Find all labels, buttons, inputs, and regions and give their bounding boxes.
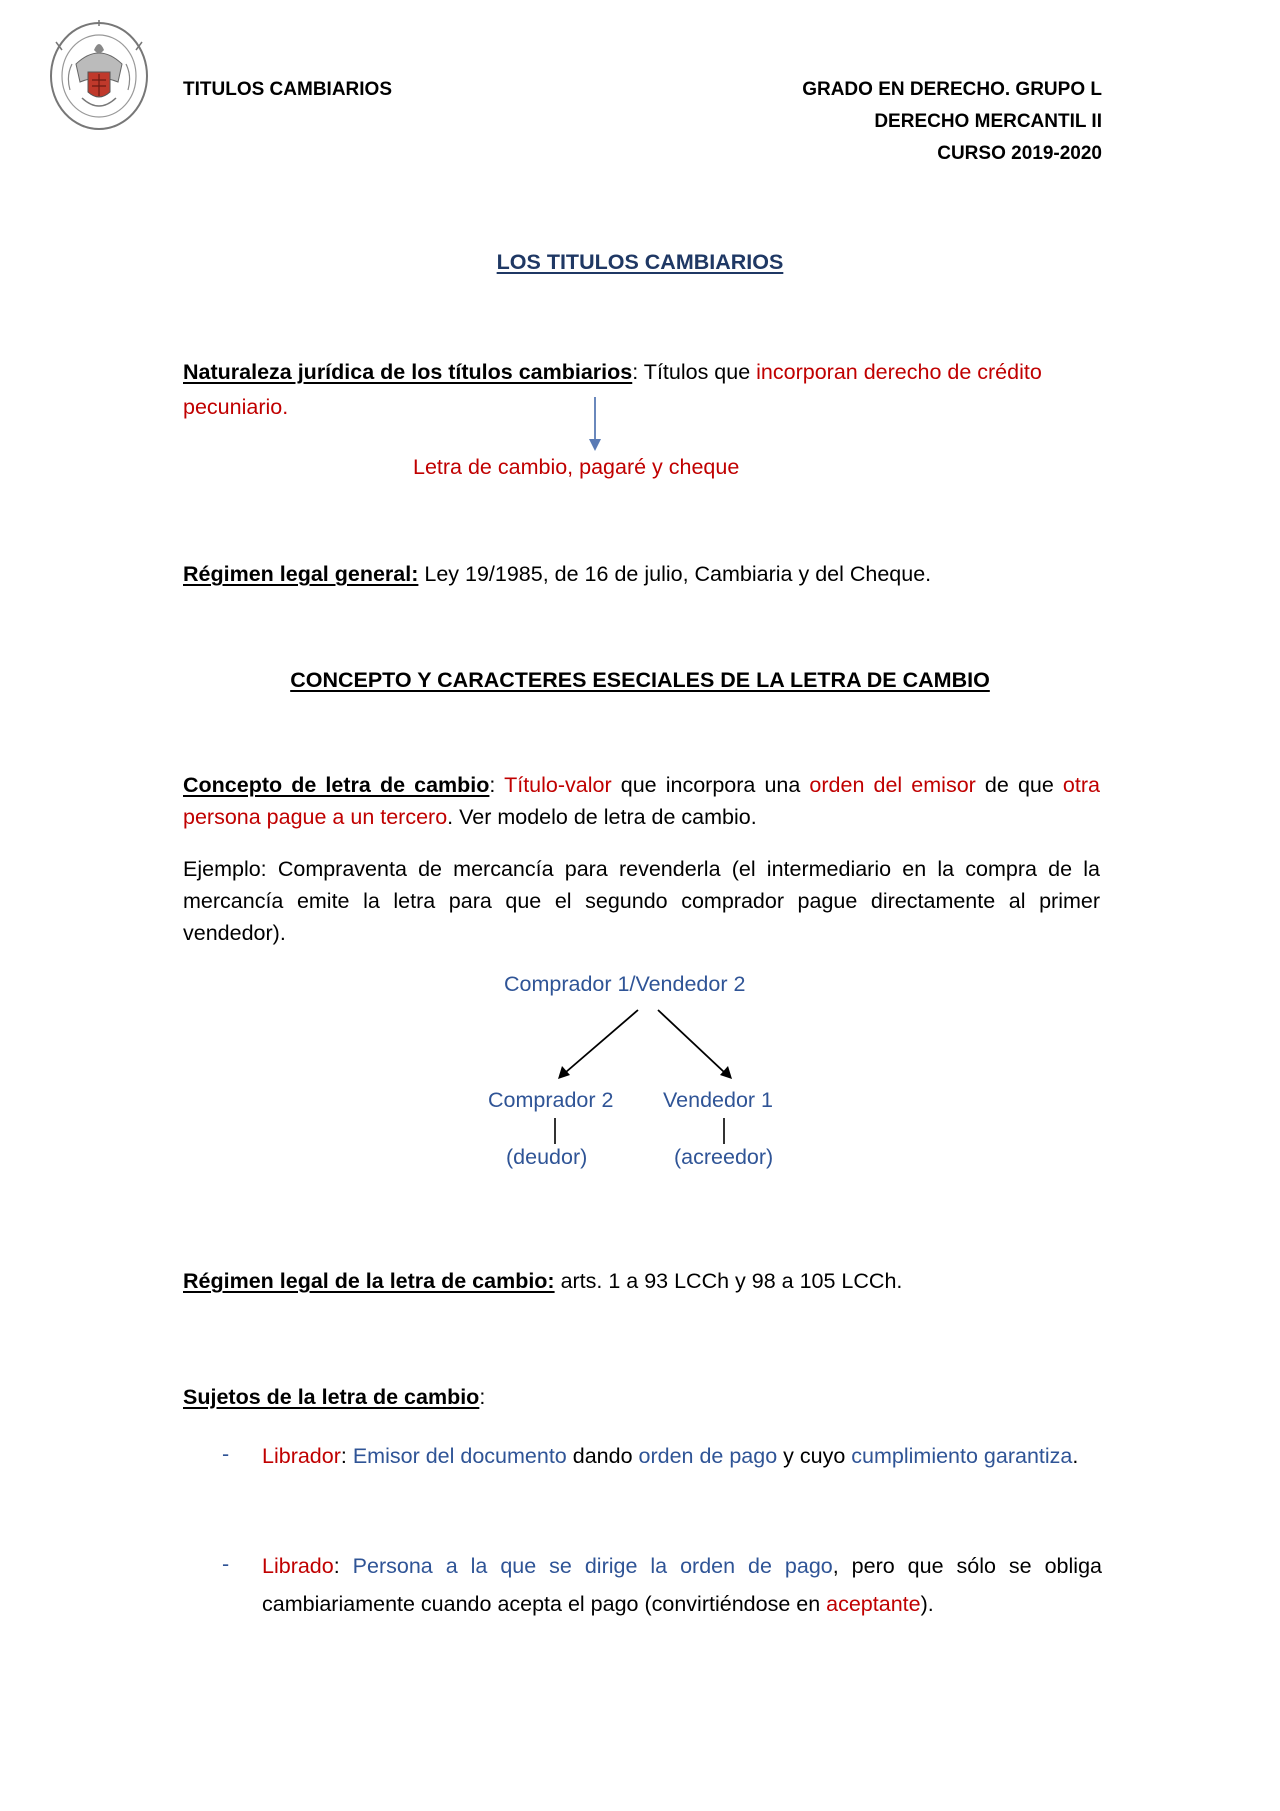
diagram-left-role: (deudor) <box>506 1145 588 1169</box>
concepto-text-4: . Ver modelo de letra de cambio. <box>447 805 757 829</box>
regimen-general-text: Ley 19/1985, de 16 de julio, Cambiaria y del Cheque. <box>418 562 932 586</box>
naturaleza-sep: : Títulos que <box>632 360 757 384</box>
page-title: LOS TITULOS CAMBIARIOS <box>496 250 784 274</box>
university-seal-logo <box>48 20 150 132</box>
list-dash: - <box>222 1442 230 1466</box>
librador-highlight-3: cumplimiento garantiza <box>851 1444 1073 1468</box>
librador-highlight-1: Emisor del documento <box>352 1444 567 1468</box>
diagram-right-label: Vendedor 1 <box>663 1088 773 1112</box>
diagram-top-label: Comprador 1/Vendedor 2 <box>504 972 746 996</box>
section-title: CONCEPTO Y CARACTERES ESECIALES DE LA LETRA DE CAMBIO <box>290 668 990 692</box>
librador-term: Librador <box>262 1444 341 1468</box>
list-dash: - <box>222 1552 230 1576</box>
concepto-text-3: de que <box>975 773 1063 797</box>
header-left: TITULOS CAMBIARIOS <box>183 79 392 100</box>
librador-text-1: dando <box>566 1444 639 1468</box>
librador-highlight-2: orden de pago <box>638 1444 778 1468</box>
concepto-highlight-3: otra persona pague a un tercero <box>183 773 1100 829</box>
sujetos-label: Sujetos de la letra de cambio <box>183 1385 480 1409</box>
header-right-line-2: DERECHO MERCANTIL II <box>874 111 1102 132</box>
librado-text-2: ). <box>920 1591 934 1616</box>
librado-highlight-1: Persona a la que se dirige la orden de pago <box>352 1554 833 1578</box>
concepto-text-2: que incorpora una <box>611 773 810 797</box>
sujetos-colon: : <box>479 1385 486 1409</box>
header-right <box>802 76 1102 172</box>
regimen-general-label: Régimen legal general: <box>183 562 419 586</box>
librador-text-3: . <box>1072 1444 1079 1468</box>
librado-text <box>262 1548 1102 1623</box>
arrow-target-text: Letra de cambio, pagaré y cheque <box>413 455 740 479</box>
header-right-line-1: GRADO EN DERECHO. GRUPO L <box>802 79 1102 100</box>
ejemplo-paragraph: Ejemplo: Compraventa de mercancía para revenderla (el intermediario en la compra de la mercancía emite la letra para que el segundo comprador pague directamente al primer vendedor). <box>183 857 1100 945</box>
naturaleza-label: Naturaleza jurídica de los títulos cambiarios <box>183 360 633 384</box>
parties-diagram <box>470 968 830 1178</box>
header-right-line-3: CURSO 2019-2020 <box>937 143 1102 164</box>
librador-text-2: y cuyo <box>777 1444 852 1468</box>
concepto-text-1: : <box>489 773 505 797</box>
diagram-right-role: (acreedor) <box>674 1145 774 1169</box>
librador-text <box>262 1438 1102 1476</box>
concepto-paragraph <box>183 769 1100 833</box>
librado-highlight-2: aceptante <box>826 1591 921 1616</box>
librado-term: Librado <box>262 1554 334 1578</box>
concepto-highlight-1: Título-valor <box>504 773 612 797</box>
librado-text-1: , pero que sólo se obliga cambiariamente cuando acepta el pago (convirtiéndose en <box>262 1554 1102 1616</box>
diagram-left-label: Comprador 2 <box>488 1088 614 1112</box>
naturaleza-paragraph <box>183 355 1100 425</box>
regimen-letra-label: Régimen legal de la letra de cambio: <box>183 1269 555 1293</box>
concepto-highlight-2: orden del emisor <box>809 773 976 797</box>
concepto-label: Concepto de letra de cambio <box>183 773 490 797</box>
librador-colon: : <box>340 1444 353 1468</box>
sujetos-heading <box>183 1381 1100 1413</box>
regimen-letra-text: arts. 1 a 93 LCCh y 98 a 105 LCCh. <box>554 1269 903 1293</box>
naturaleza-highlight: incorporan derecho de crédito pecuniario. <box>183 360 1042 419</box>
regimen-letra-paragraph <box>183 1265 1100 1297</box>
librado-colon: : <box>333 1554 353 1578</box>
regimen-general-paragraph <box>183 558 1100 590</box>
